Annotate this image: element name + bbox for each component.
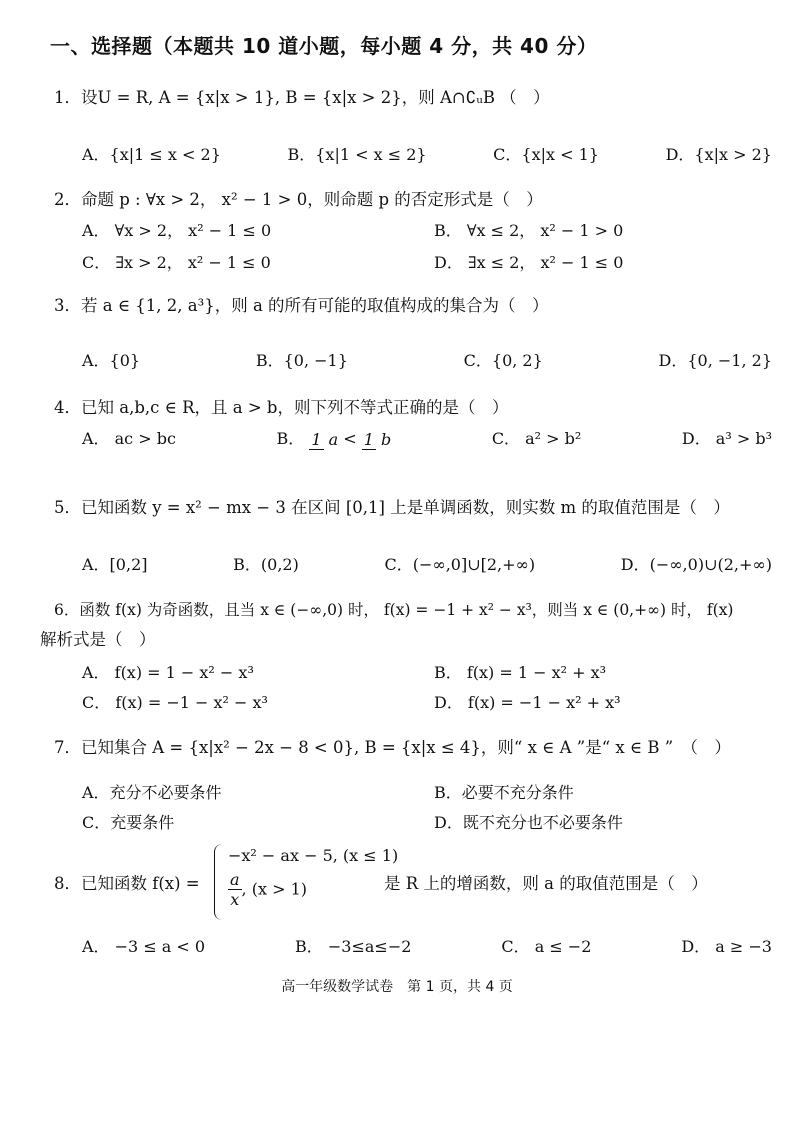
question-3-option-c: C．{0, 2} (463, 351, 543, 370)
question-2-option-a: A． ∀x > 2， x² − 1 ≤ 0 (82, 221, 272, 240)
question-8-option-b: B． −3≤a≤−2 (295, 937, 412, 956)
question-8-stem-suffix: 是 R 上的增函数，则 a 的取值范围是（ ） (384, 874, 708, 893)
question-1-option-c: C．{x|x < 1} (493, 145, 599, 164)
page-footer: 高一年级数学试卷 第 1 页，共 4 页 (281, 979, 513, 995)
question-3-option-a: A．{0} (82, 351, 141, 370)
question-1-option-a: A．{x|1 ≤ x < 2} (82, 145, 221, 164)
question-5-option-a: A．[0,2] (82, 555, 148, 574)
question-2-option-b: B． ∀x ≤ 2， x² − 1 > 0 (434, 221, 624, 240)
question-5-stem: 5．已知函数 y = x² − mx − 3 在区间 [0,1] 上是单调函数，则实数 m 的取值范围是（ ） (54, 498, 730, 517)
question-2-options-row2 (82, 250, 772, 273)
question-2-option-d: D． ∃x ≤ 2， x² − 1 ≤ 0 (434, 253, 624, 272)
question-5-options (82, 552, 772, 575)
question-8-option-c: C． a ≤ −2 (501, 937, 592, 956)
question-8-case-2: $\frac{a}{x}$ , (x > 1) (230, 870, 307, 909)
question-1-option-b: B．{x|1 < x ≤ 2} (287, 145, 427, 164)
question-6-option-c: C． f(x) = −1 − x² − x³ (82, 693, 268, 712)
question-6-options-row2 (82, 690, 772, 713)
section-title: 一、选择题（本题共 10 道小题，每小题 4 分，共 40 分） (50, 34, 598, 58)
question-8-case-1: −x² − ax − 5, (x ≤ 1) (228, 846, 399, 865)
question-2-options-row1 (82, 218, 772, 241)
question-5-option-d: D．(−∞,0)∪(2,+∞) (620, 555, 772, 574)
piecewise-brace (214, 844, 225, 920)
question-4-options (82, 426, 772, 450)
question-4-option-b: B． 1 a < 1 b (276, 426, 391, 450)
question-7-option-c: C．充要条件 (82, 813, 175, 832)
question-4-option-d: D． a³ > b³ (681, 429, 772, 449)
question-6-option-b: B． f(x) = 1 − x² + x³ (434, 663, 607, 682)
question-7-option-a: A．充分不必要条件 (82, 783, 222, 802)
question-7-options-row2 (82, 810, 772, 833)
question-2-stem: 2．命题 p : ∀x > 2， x² − 1 > 0，则命题 p 的否定形式是（ ） (54, 190, 543, 209)
question-3-option-d: D．{0, −1, 2} (658, 351, 772, 370)
question-4-stem: 4．已知 a,b,c ∈ R，且 a > b，则下列不等式正确的是（ ） (54, 398, 509, 417)
question-6-option-d: D． f(x) = −1 − x² + x³ (434, 693, 621, 712)
question-4-option-a: A． ac > bc (82, 429, 176, 449)
fraction-1-over-a: 1 a (311, 429, 339, 449)
question-6-stem: 6．函数 f(x) 为奇函数，且当 x ∈ (−∞,0) 时， f(x) = −1 + x² − x³，则当 x ∈ (0,+∞) 时， f(x) (54, 601, 734, 619)
question-8-option-d: D． a ≥ −3 (681, 937, 772, 956)
question-7-stem: 7．已知集合 A = {x|x² − 2x − 8 < 0}, B = {x|x ≤ 4}，则“ x ∈ A ”是“ x ∈ B ” （ ） (54, 738, 731, 757)
fraction-a-over-x: $\frac{a}{x}$ (230, 870, 240, 909)
question-8-options (82, 934, 772, 957)
question-6-option-a: A． f(x) = 1 − x² − x³ (82, 663, 254, 682)
question-4-option-b-label: B． (276, 429, 305, 448)
question-7-options-row1 (82, 780, 772, 803)
question-1-stem: 1．设U = R, A = {x|x > 1}, B = {x|x > 2}，则 A∩∁ᵤB （ ） (54, 88, 550, 107)
question-6-options-row1 (82, 660, 772, 683)
question-4-option-c: C． a² > b² (491, 429, 582, 449)
question-3-option-b: B．{0, −1} (255, 351, 348, 370)
question-1-option-d: D．{x|x > 2} (665, 145, 772, 164)
question-7-option-b: B．必要不充分条件 (434, 783, 574, 802)
question-2-option-c: C． ∃x > 2， x² − 1 ≤ 0 (82, 253, 271, 272)
question-5-option-b: B．(0,2) (233, 555, 299, 574)
question-6-stem-continued: 解析式是（ ） (40, 630, 156, 649)
question-7-option-d: D．既不充分也不必要条件 (434, 813, 623, 832)
question-8-stem-prefix: 8．已知函数 f(x) = (54, 874, 200, 893)
question-3-options (82, 348, 772, 371)
question-3-stem: 3．若 a ∈ {1, 2, a³}，则 a 的所有可能的取值构成的集合为（ ） (54, 296, 549, 315)
question-5-option-c: C．(−∞,0]∪[2,+∞) (384, 555, 536, 574)
fraction-1-over-b: 1 b (363, 429, 392, 449)
question-1-options (82, 142, 772, 165)
question-8-option-a: A． −3 ≤ a < 0 (82, 937, 206, 956)
